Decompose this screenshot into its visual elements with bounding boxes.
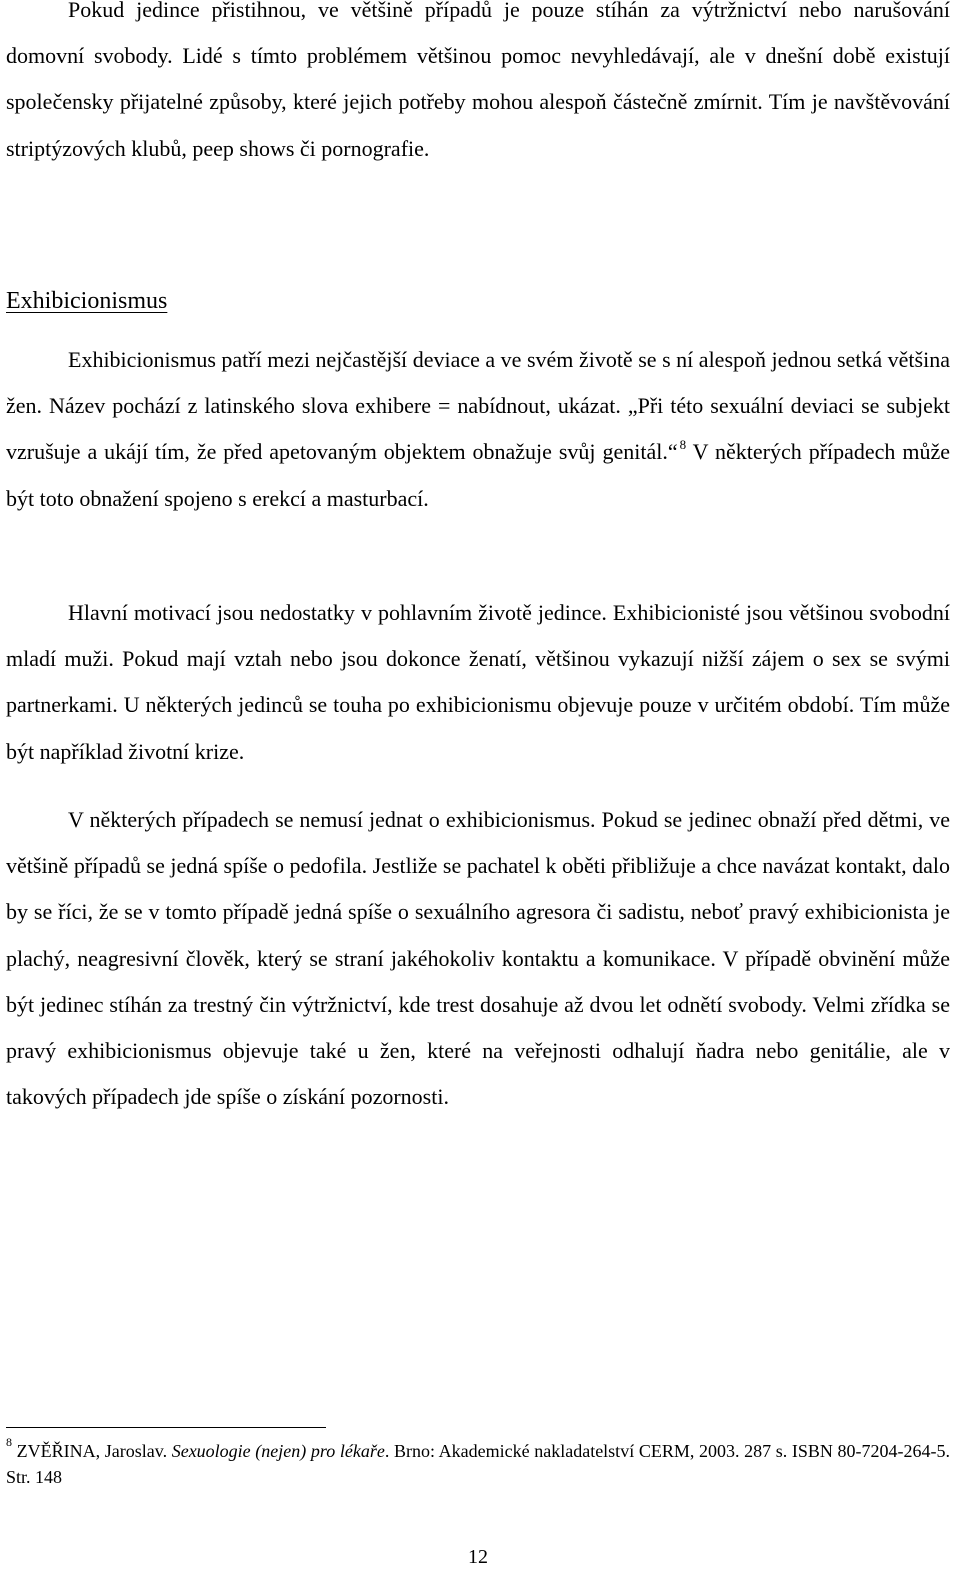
paragraph-definition-continuation: V některých případech může být toto obnažení spojeno s erekcí a masturbací.	[6, 439, 950, 511]
section-body-3	[6, 797, 950, 1120]
paragraph-definition	[6, 337, 950, 522]
footnote	[6, 1435, 950, 1490]
paragraph-distinction: V některých případech se nemusí jednat o exhibicionismus. Pokud se jedinec obnaží před dětmi, ve většině případů se jedná spíše o pedofila. Jestliže se pachatel k oběti přibližuje a chce navázat kontakt, dalo by se říci, že se v tomto případě jedná spíše o sexuálního agresora či sadistu, neboť pravý exhibicionista je plachý, neagresivní člověk, který se straní jakéhokoliv kontaktu a komunikace. V případě obvinění může být jedinec stíhán za trestný čin výtržnictví, kde trest dosahuje až dvou let odnětí svobody. Velmi zřídka se pravý exhibicionismus objevuje také u žen, které na veřejnosti odhalují ňadra nebo genitálie, ale v takových případech jde spíše o získání pozornosti.	[6, 807, 950, 1110]
section-body-2	[6, 590, 950, 775]
footnote-author: ZVĚŘINA, Jaroslav.	[12, 1441, 172, 1461]
footnote-reference[interactable]: 8	[679, 437, 687, 453]
paragraph-intro: Pokud jedince přistihnou, ve většině případů je pouze stíhán za výtržnictví nebo narušování domovní svobody. Lidé s tímto problémem většinou pomoc nevyhledávají, ale v dnešní době existují společensky přijatelné způsoby, které jejich potřeby mohou alespoň částečně zmírnit. Tím je navštěvování striptýzových klubů, peep shows či pornografie.	[6, 0, 950, 161]
page-number: 12	[468, 1546, 488, 1568]
footnote-divider	[6, 1427, 326, 1428]
footnote-book-title: Sexuologie (nejen) pro lékaře	[171, 1441, 385, 1461]
footnote-number: 8	[6, 1435, 12, 1449]
paragraph-motivation: Hlavní motivací jsou nedostatky v pohlavním životě jedince. Exhibicionisté jsou většinou svobodní mladí muži. Pokud mají vztah nebo jsou dokonce ženatí, většinou vykazují nižší zájem o sex se svými partnerkami. U některých jedinců se touha po exhibicionismu objevuje pouze v určitém období. Tím může být například životní krize.	[6, 600, 950, 764]
document-page	[6, 0, 950, 1568]
section-body-1	[6, 337, 950, 522]
footnote-publication-details: . Brno: Akademické nakladatelství CERM, 2003. 287 s. ISBN 80-7204-264-5. Str. 148	[6, 1441, 950, 1487]
paragraph-definition-text: Exhibicionismus patří mezi nejčastější deviace a ve svém životě se s ní alespoň jednou setká většina žen. Název pochází z latinského slova exhibere = nabídnout, ukázat. „Při této sexuální deviaci se subjekt vzrušuje a ukájí tím, že před apetovaným objektem obnažuje svůj genitál.“	[6, 347, 950, 465]
section-heading: Exhibicionismus	[6, 288, 168, 314]
